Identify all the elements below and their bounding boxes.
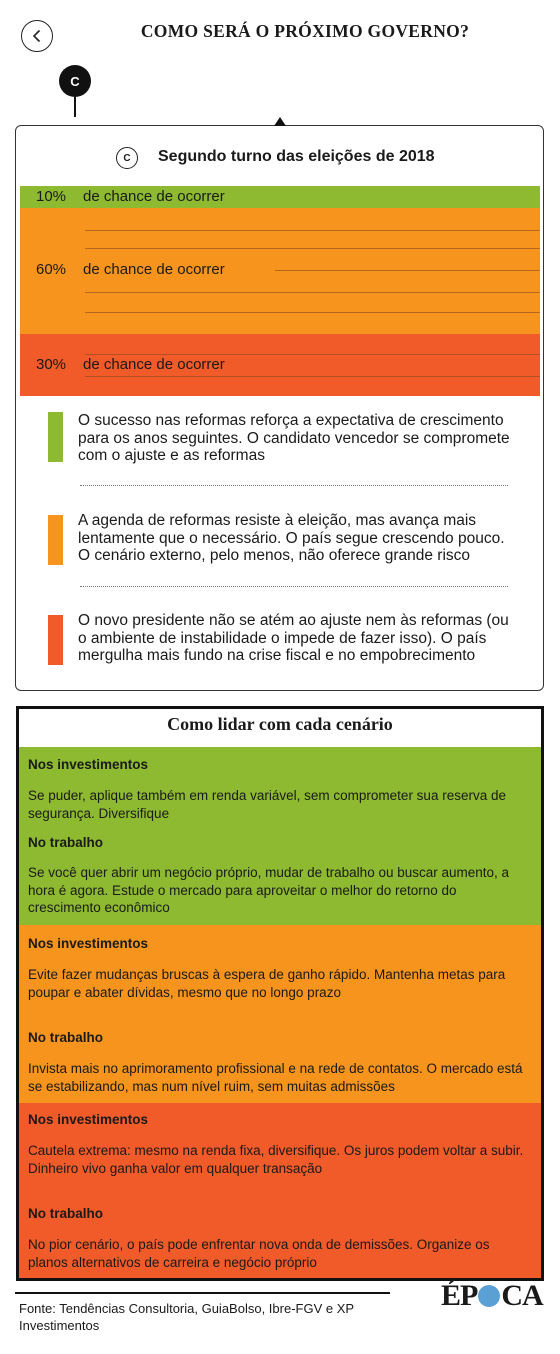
scenario-swatch: [48, 615, 63, 665]
advice-section-orange: [19, 925, 541, 1103]
scenario-swatch: [48, 515, 63, 565]
section-text: No pior cenário, o país pode enfrentar nova onda de demissões. Organize os planos alternativos de carreira e negócio próprio: [28, 1237, 490, 1270]
band-rule: [85, 354, 540, 355]
section-text: Cautela extrema: mesmo na renda fixa, diversifique. Os juros podem voltar a subir. Dinheiro vivo ganha valor em qualquer transação: [28, 1143, 524, 1176]
probability-value: 30%: [36, 356, 67, 373]
globe-icon: [478, 1285, 500, 1307]
logo-text: ÉP: [441, 1279, 478, 1312]
divider: [80, 485, 508, 486]
section-text: Evite fazer mudanças bruscas à espera de ganho rápido. Mantenha metas para poupar e abater dívidas, mesmo que no longo prazo: [28, 967, 506, 1000]
logo-text: CA: [501, 1279, 543, 1312]
badge-connector: [74, 97, 76, 117]
probability-band-red: [20, 334, 540, 396]
section-heading: No trabalho: [28, 1030, 104, 1045]
section-heading: Nos investimentos: [28, 757, 149, 772]
back-button[interactable]: [21, 20, 53, 52]
probability-value: 10%: [36, 188, 67, 205]
section-heading: Nos investimentos: [28, 936, 149, 951]
section-text: Se puder, aplique também em renda variável, sem comprometer sua reserva de segurança. Diversifique: [28, 788, 506, 821]
card-badge: C: [116, 147, 138, 169]
scenario-text: A agenda de reformas resiste à eleição, mas avança mais lentamente que o necessário. O país segue crescendo pouco. O cenário externo, pelo menos, não oferece grande risco: [78, 512, 505, 564]
page-title: COMO SERÁ O PRÓXIMO GOVERNO?: [140, 21, 470, 41]
band-rule: [85, 312, 540, 313]
card-title: Segundo turno das eleições de 2018: [158, 148, 435, 165]
scenario-badge: C: [59, 65, 91, 97]
divider: [80, 586, 508, 587]
section-heading: No trabalho: [28, 835, 104, 850]
probability-label: de chance de ocorrer: [83, 356, 225, 373]
band-rule: [85, 292, 540, 293]
band-rule: [275, 270, 540, 271]
band-rule: [85, 376, 540, 377]
probability-band-orange: [20, 208, 540, 334]
advice-section-red: [19, 1103, 541, 1278]
chevron-left-icon: [30, 29, 44, 43]
scenario-text: O novo presidente não se atém ao ajuste nem às reformas (ou o ambiente de instabilidade o impede de fazer isso). O país mergulha mais fundo na crise fiscal e no empobrecimento: [78, 612, 509, 664]
advice-section-green: [19, 747, 541, 925]
scenario-text: O sucesso nas reformas reforça a expectativa de crescimento para os anos seguintes. O candidato vencedor se compromete com o ajuste e as reformas: [78, 412, 510, 464]
band-rule: [85, 248, 540, 249]
section-heading: Nos investimentos: [28, 1112, 149, 1127]
epoca-logo: [441, 1279, 543, 1313]
probability-label: de chance de ocorrer: [83, 261, 225, 278]
footer-rule: [15, 1292, 390, 1294]
section-heading: No trabalho: [28, 1206, 104, 1221]
section-text: Invista mais no aprimoramento profissional e na rede de contatos. O mercado está se estabilizando, mas num nível ruim, sem muitas admissões: [28, 1061, 523, 1094]
advice-title: Como lidar com cada cenário: [167, 714, 393, 734]
probability-value: 60%: [36, 261, 67, 278]
probability-band-green: [20, 186, 540, 208]
section-text: Se você quer abrir um negócio próprio, mudar de trabalho ou buscar aumento, a hora é agora. Estude o mercado para aproveitar o melhor do retorno do crescimento econômico: [28, 865, 510, 915]
source-note: Fonte: Tendências Consultoria, GuiaBolso, Ibre-FGV e XP Investimentos: [19, 1301, 354, 1333]
card-pointer: [274, 117, 286, 126]
scenario-swatch: [48, 412, 63, 462]
probability-label: de chance de ocorrer: [83, 188, 225, 205]
band-rule: [85, 230, 540, 231]
